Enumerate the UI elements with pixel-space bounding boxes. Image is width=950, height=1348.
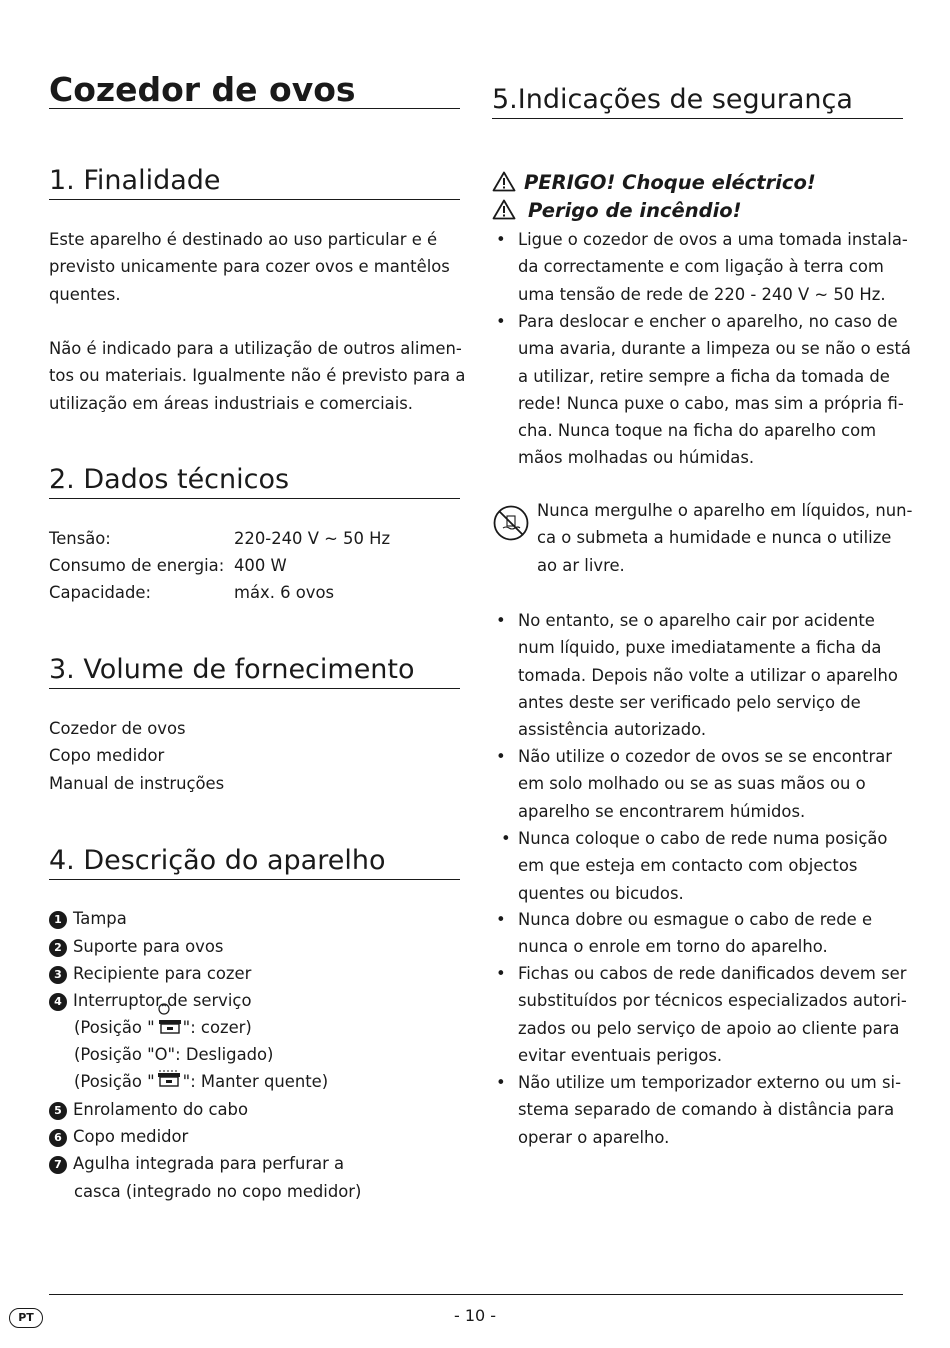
part-item-4 bbox=[49, 987, 251, 1014]
spec-label: Tensão: bbox=[49, 529, 111, 548]
footer-divider bbox=[49, 1294, 903, 1295]
switch-position-off: (Posição "O": Desligado) bbox=[74, 1045, 274, 1064]
page-number: - 10 - bbox=[453, 1306, 497, 1325]
spec-value: máx. 6 ovos bbox=[234, 583, 335, 602]
text-line: stema separado de comando à distância para bbox=[518, 1100, 895, 1120]
part-item-7-continued: casca (integrado no copo medidor) bbox=[74, 1182, 362, 1201]
text-line: uma avaria, durante a limpeza ou se não o está bbox=[518, 339, 911, 359]
text-line: assistência autorizado. bbox=[518, 720, 707, 740]
number-badge: 1 bbox=[49, 911, 67, 929]
bullet-icon: • bbox=[496, 910, 506, 929]
text-line: num líquido, puxe imediatamente a ficha da bbox=[518, 638, 882, 658]
text-line: Fichas ou cabos de rede danificados devem ser bbox=[518, 964, 907, 983]
position-text: (Posição " bbox=[74, 1018, 155, 1037]
text-line: Nunca mergulhe o aparelho em líquidos, nun- bbox=[537, 501, 913, 520]
text-line: cha. Nunca toque na ficha do aparelho com bbox=[518, 421, 877, 441]
number-badge: 7 bbox=[49, 1156, 67, 1174]
position-text: ": cozer) bbox=[182, 1018, 252, 1037]
page-title: Cozedor de ovos bbox=[49, 70, 460, 109]
danger-warning-electric bbox=[492, 169, 816, 200]
text-line: da correctamente e com ligação à terra com bbox=[518, 257, 884, 277]
finalidade-para-2 bbox=[49, 335, 466, 417]
text-line: uma tensão de rede de 220 - 240 V ~ 50 Hz. bbox=[518, 284, 886, 304]
warning-triangle-icon bbox=[492, 171, 516, 200]
text-line: aparelho se encontrarem húmidos. bbox=[518, 801, 806, 821]
heading-dados-tecnicos: 2. Dados técnicos bbox=[49, 462, 460, 499]
heading-finalidade: 1. Finalidade bbox=[49, 163, 460, 200]
spec-label: Consumo de energia: bbox=[49, 556, 225, 575]
text-line: ao ar livre. bbox=[537, 555, 625, 575]
text-line: zados ou pelo serviço de apoio ao cliente para bbox=[518, 1018, 900, 1038]
text-line: tomada. Depois não volte a utilizar o aparelho bbox=[518, 665, 898, 685]
danger-text: Perigo de incêndio! bbox=[528, 199, 742, 222]
switch-position-keep-warm bbox=[74, 1068, 328, 1099]
text-line: nunca o enrole em torno do aparelho. bbox=[518, 937, 828, 957]
text-line: Ligue o cozedor de ovos a uma tomada instala- bbox=[518, 230, 908, 249]
part-label: Copo medidor bbox=[73, 1127, 189, 1146]
number-badge: 3 bbox=[49, 966, 67, 984]
text-line: quentes ou bicudos. bbox=[518, 883, 684, 903]
number-badge: 5 bbox=[49, 1102, 67, 1120]
bullet-icon: • bbox=[496, 1073, 506, 1092]
text-line: quentes. bbox=[49, 284, 121, 304]
list-item: Cozedor de ovos bbox=[49, 719, 186, 738]
bullet-icon: • bbox=[501, 829, 511, 848]
list-item: Manual de instruções bbox=[49, 774, 225, 793]
heading-descricao-aparelho: 4. Descrição do aparelho bbox=[49, 843, 460, 880]
text-line: substituídos por técnicos especializados autori- bbox=[518, 991, 907, 1011]
no-immerse-warning bbox=[537, 497, 913, 579]
no-immerse-icon bbox=[492, 504, 530, 546]
text-line: evitar eventuais perigos. bbox=[518, 1045, 723, 1065]
part-item-1 bbox=[49, 905, 127, 932]
heading-volume-fornecimento: 3. Volume de fornecimento bbox=[49, 652, 460, 689]
part-label: Interruptor de serviço bbox=[73, 991, 252, 1010]
number-badge: 4 bbox=[49, 993, 67, 1011]
number-badge: 6 bbox=[49, 1129, 67, 1147]
text-line: Nunca dobre ou esmague o cabo de rede e bbox=[518, 910, 873, 929]
text-line: Este aparelho é destinado ao uso particular e é bbox=[49, 230, 438, 249]
bullet-icon: • bbox=[496, 312, 506, 331]
text-line: operar o aparelho. bbox=[518, 1127, 670, 1147]
part-item-2 bbox=[49, 933, 223, 960]
text-line: mãos molhadas ou húmidas. bbox=[518, 448, 755, 468]
number-badge: 2 bbox=[49, 939, 67, 957]
text-line: em que esteja em contacto com objectos bbox=[518, 856, 858, 876]
warning-triangle-icon bbox=[492, 199, 516, 228]
text-line: antes deste ser verificado pelo serviço de bbox=[518, 692, 861, 712]
bullet-icon: • bbox=[496, 611, 506, 630]
part-label: Recipiente para cozer bbox=[73, 964, 252, 983]
text-line: Não utilize o cozedor de ovos se se encontrar bbox=[518, 747, 892, 766]
part-item-7 bbox=[49, 1150, 344, 1177]
text-line: ca o submeta a humidade e nunca o utilize bbox=[537, 528, 892, 548]
spec-value: 400 W bbox=[234, 556, 287, 575]
text-line: tos ou materiais. Igualmente não é previsto para a bbox=[49, 366, 466, 386]
part-item-3 bbox=[49, 960, 251, 987]
part-label: Agulha integrada para perfurar a bbox=[73, 1154, 345, 1173]
danger-text: PERIGO! Choque eléctrico! bbox=[524, 171, 816, 194]
position-text: ": Manter quente) bbox=[182, 1072, 329, 1091]
bullet-icon: • bbox=[496, 230, 506, 249]
text-line: utilização em áreas industriais e comerciais. bbox=[49, 393, 413, 413]
text-line: rede! Nunca puxe o cabo, mas sim a própria fi- bbox=[518, 393, 904, 413]
text-line: previsto unicamente para cozer ovos e mantêlos bbox=[49, 257, 450, 277]
bullet-icon: • bbox=[496, 747, 506, 766]
spec-label: Capacidade: bbox=[49, 583, 151, 602]
text-line: Nunca coloque o cabo de rede numa posição bbox=[518, 829, 888, 848]
part-label: Enrolamento do cabo bbox=[73, 1100, 248, 1119]
list-item: Copo medidor bbox=[49, 746, 165, 765]
spec-value: 220-240 V ~ 50 Hz bbox=[234, 529, 391, 548]
text-line: a utilizar, retire sempre a ficha da tomada de bbox=[518, 366, 890, 386]
part-item-5 bbox=[49, 1096, 248, 1123]
part-item-6 bbox=[49, 1123, 188, 1150]
text-line: No entanto, se o aparelho cair por acidente bbox=[518, 611, 875, 630]
heading-seguranca: 5.Indicações de segurança bbox=[492, 82, 903, 119]
text-line: Não é indicado para a utilização de outros alimen- bbox=[49, 339, 462, 358]
position-text: (Posição " bbox=[74, 1072, 155, 1091]
text-line: em solo molhado ou se as suas mãos ou o bbox=[518, 774, 866, 794]
danger-warning-fire bbox=[492, 197, 742, 228]
part-label: Tampa bbox=[73, 909, 127, 928]
text-line: Para deslocar e encher o aparelho, no caso de bbox=[518, 312, 898, 331]
finalidade-para-1 bbox=[49, 226, 460, 308]
language-badge: PT bbox=[9, 1308, 43, 1328]
text-line: Não utilize um temporizador externo ou um si- bbox=[518, 1073, 901, 1092]
part-label: Suporte para ovos bbox=[73, 937, 224, 956]
bullet-icon: • bbox=[496, 964, 506, 983]
